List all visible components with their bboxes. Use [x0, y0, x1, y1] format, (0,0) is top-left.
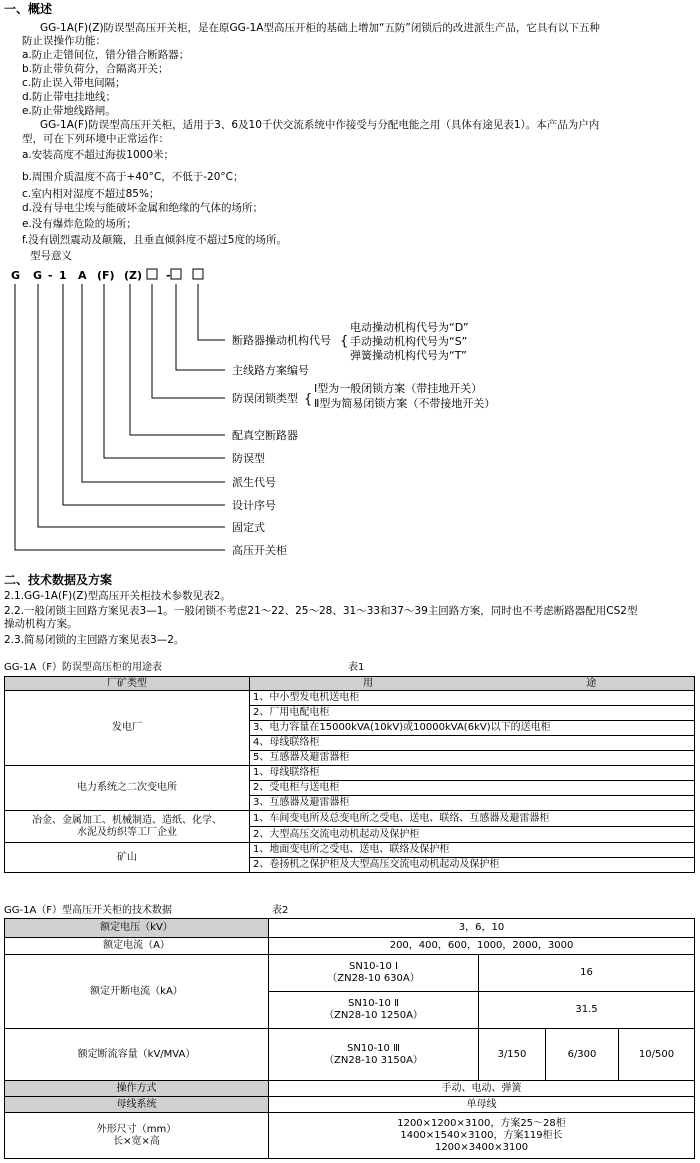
param-value: 单母线	[269, 1097, 695, 1113]
paragraph-line: 防止误操作功能：	[22, 35, 106, 47]
label-anti: 防误型	[232, 452, 265, 465]
use-cell: 1、车间变电所及总变电所之受电、送电、联络、互感器及避雷器柜	[250, 811, 695, 827]
section-2-title: 二、技术数据及方案	[4, 573, 113, 587]
table-row	[5, 811, 695, 827]
section-1-title: 一、概述	[4, 2, 53, 16]
list-item: b.防止带负荷分，合隔离开关；	[22, 63, 169, 75]
table-row	[5, 938, 695, 955]
placeholder-box	[193, 269, 203, 279]
list-item: a.安装高度不超过海拔1000米；	[22, 149, 174, 161]
label-interlock: 防误闭锁类型	[232, 392, 298, 405]
param-label: 额定开断电流（kA）	[5, 955, 269, 1029]
list-item: e.没有爆炸危险的场所；	[22, 218, 137, 230]
table-row	[5, 919, 695, 938]
param-value: 3/150	[479, 1029, 546, 1081]
paragraph-line: 2.1.GG-1A(F)(Z)型高压开关柜技术参数见表2。	[4, 590, 231, 602]
use-cell: 2、大型高压交流电动机起动及保护柜	[250, 827, 695, 843]
breaker-type: SN10-10 Ⅰ （ZN28-10 630A）	[269, 955, 479, 992]
paragraph-line: 型，可在下列环境中正常运作：	[22, 133, 169, 145]
header-cell: 用 途	[250, 677, 695, 691]
param-value: 10/500	[619, 1029, 695, 1081]
table2-label: 表2	[272, 905, 289, 916]
param-value: 手动、电动、弹簧	[269, 1081, 695, 1097]
table1-caption: GG-1A（F）防误型高压柜的用途表	[4, 662, 163, 673]
label-breaker-s: 手动操动机构代号为“S”	[350, 335, 468, 348]
label-interlock-2: Ⅱ型为简易闭锁方案（不带接地开关）	[314, 397, 496, 410]
param-value: 200，400，600，1000，2000，3000	[269, 938, 695, 955]
model-part: -	[48, 269, 53, 282]
label-main-circuit: 主线路方案编号	[232, 364, 309, 377]
type-cell: 发电厂	[5, 691, 250, 766]
use-cell: 3、电力容量在15000kVA(10kV)或10000kVA(6kV)以下的送电柜	[250, 721, 695, 736]
model-part: A	[78, 269, 87, 282]
list-item: d.防止带电挂地线；	[22, 91, 117, 103]
label-interlock-1: Ⅰ型为一般闭锁方案（带挂地开关）	[314, 382, 483, 395]
label-vacuum: 配真空断路器	[232, 429, 298, 442]
brace: {	[304, 392, 313, 407]
type-cell: 矿山	[5, 843, 250, 873]
table-row	[5, 1081, 695, 1097]
param-value: 3，6，10	[269, 919, 695, 938]
placeholder-box	[171, 269, 181, 279]
paragraph-line: GG-1A(F)防误型高压开关柜，适用于3、6及10千伏交流系统中作接受与分配电能之用（具体有途见表1）。本产品为户内	[40, 119, 600, 131]
paragraph-line: 操动机构方案。	[4, 618, 78, 630]
use-cell: 1、母线联络柜	[250, 766, 695, 781]
paragraph-line: 2.2.一般闭锁主回路方案见表3—1。一般闭锁不考虑21～22、25～28、31～33和37～39主回路方案，同时也不考虑断路器配用CS2型	[4, 605, 638, 617]
table-row	[5, 1113, 695, 1159]
label-breaker-op: 断路器操动机构代号	[232, 334, 331, 347]
model-title: 型号意义	[30, 250, 72, 262]
label-breaker-t: 弹簧操动机构代号为“T”	[350, 349, 467, 362]
list-item: c.防止误入带电间隔；	[22, 77, 126, 89]
use-cell: 3、互感器及避雷器柜	[250, 796, 695, 811]
table-row	[5, 843, 695, 858]
paragraph-line: 2.3.简易闭锁的主回路方案见表3—2。	[4, 634, 185, 646]
table1-label: 表1	[348, 662, 365, 673]
param-label: 外形尺寸（mm） 长×宽×高	[5, 1113, 269, 1159]
model-part: (F)	[97, 269, 115, 282]
model-part: (Z)	[124, 269, 143, 282]
table-row	[5, 1029, 695, 1081]
param-label: 额定断流容量（kV/MVA）	[5, 1029, 269, 1081]
model-part: 1	[59, 269, 67, 282]
list-item: b.周围介质温度不高于+40°C，不低于-20°C；	[22, 171, 244, 183]
list-item: a.防止走错间位，错分错合断路器；	[22, 49, 190, 61]
breaker-type: SN10-10 Ⅲ （ZN28-10 3150A）	[269, 1029, 479, 1081]
type-cell: 电力系统之二次变电所	[5, 766, 250, 811]
use-cell: 2、受电柜与送电柜	[250, 781, 695, 796]
model-diagram	[0, 262, 700, 562]
paragraph-line: GG-1A(F)(Z)防误型高压开关柜，是在原GG-1A型高压开柜的基础上增加“五防”闭锁后的改进派生产品，它具有以下五种	[40, 22, 600, 34]
use-cell: 4、母线联络柜	[250, 736, 695, 751]
param-label: 额定电流（A）	[5, 938, 269, 955]
header-cell: 厂矿类型	[5, 677, 250, 691]
use-cell: 5、互感器及避雷器柜	[250, 751, 695, 766]
param-value: 1200×1200×3100，方案25～28柜 1400×1540×3100，方案119柜长 1200×3400×3100	[269, 1113, 695, 1159]
label-fixed: 固定式	[232, 521, 265, 534]
leader-lines	[15, 284, 225, 550]
type-cell: 冶金、金属加工、机械制造、造纸、化学、 水泥及纺织等工厂企业	[5, 811, 250, 843]
table1	[4, 676, 695, 873]
use-cell: 2、卷扬机之保护柜及大型高压交流电动机起动及保护柜	[250, 858, 695, 873]
label-hv: 高压开关柜	[232, 544, 287, 557]
param-label: 额定电压（kV）	[5, 919, 269, 938]
table2	[4, 918, 695, 1159]
use-cell: 2、厂用电配电柜	[250, 706, 695, 721]
table-row	[5, 1097, 695, 1113]
list-item: f.没有剧烈震动及颠簸，且垂直倾斜度不超过5度的场所。	[22, 234, 287, 246]
table-row	[5, 677, 695, 691]
list-item: d.没有导电尘埃与能破坏金属和绝缘的气体的场所；	[22, 202, 264, 214]
table-row	[5, 691, 695, 706]
param-label: 操作方式	[5, 1081, 269, 1097]
label-derived: 派生代号	[232, 476, 276, 489]
label-design: 设计序号	[232, 499, 276, 512]
list-item: e.防止带地线路闸。	[22, 105, 116, 117]
param-value: 16	[479, 955, 695, 992]
param-label: 母线系统	[5, 1097, 269, 1113]
list-item: c.室内相对湿度不超过85%；	[22, 188, 160, 200]
use-cell: 1、中小型发电机送电柜	[250, 691, 695, 706]
param-value: 31.5	[479, 992, 695, 1029]
label-breaker-d: 电动操动机构代号为“D”	[350, 321, 469, 334]
breaker-type: SN10-10 Ⅱ （ZN28-10 1250A）	[269, 992, 479, 1029]
table2-caption: GG-1A（F）型高压开关柜的技术数据	[4, 905, 173, 916]
table-row	[5, 955, 695, 992]
table-row	[5, 766, 695, 781]
model-part: G	[33, 269, 43, 282]
param-value: 6/300	[546, 1029, 619, 1081]
model-part: -	[166, 269, 171, 282]
placeholder-box	[147, 269, 157, 279]
use-cell: 1、地面变电所之受电、送电、联络及保护柜	[250, 843, 695, 858]
model-part: G	[11, 269, 21, 282]
brace: {	[340, 334, 349, 349]
